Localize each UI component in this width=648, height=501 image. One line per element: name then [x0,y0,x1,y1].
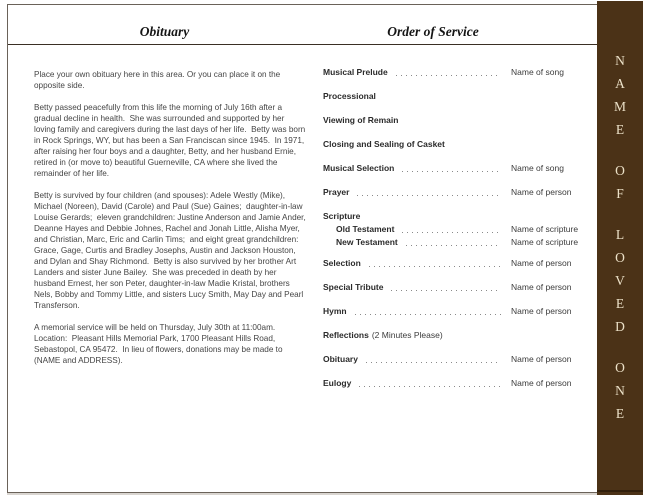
sidebar-word [597,49,643,141]
service-item-label: Obituary [323,354,358,364]
sidebar-word [597,159,643,205]
service-item [323,306,601,316]
service-item [323,91,601,101]
obituary-header: Obituary [139,24,190,39]
service-item-value: Name of song [511,163,564,173]
sidebar-letter: E [615,122,625,137]
program-page [7,4,642,493]
sidebar-letter: E [615,296,625,311]
service-item-value: Name of scripture [511,237,579,247]
service-item [323,115,601,125]
service-item [323,187,601,197]
service-item [323,211,601,221]
sidebar-letter: E [615,406,625,421]
band-bottom-line [597,490,643,492]
obituary-paragraph: Betty passed peacefully from this life the morning of July 16th after a gradual decline in health. She was surrounded and supported by her loving family and caregivers during the last days of her life. Betty was born in Rock Springs, WY, but has been a San Franciscan since 1945. In 1971, after raising her four boys and a daughter, Betty, and her husband Ernie, retired in (or move to) beautiful Guerneville, CA where she lived the remainder of her life. [34,103,308,178]
service-item-label: Reflections [323,330,369,340]
service-item-leader [406,239,501,246]
service-item-label: Old Testament [336,224,395,234]
obituary-paragraph: Betty is survived by four children (and spouses): Adele Westly (Mike), Michael (Noreen), David (Carole) and Paul (Sue) Gaines; daughter-in-law Louise Gerards; eleven grandchildren: Justine Anderson and Jamie Ander, Deanne Hayes and Debbie Johnes, Rachel and Jonah Little, Alisha Myer, and Christian, Marc, Eric and Carlin Tims; and eight great grandchildren: Grace, Gage, Curtis and Bradley Josephs, Austin and Jackson Houston, and Dylan and Shay Richmond. Betty is also survived by her brother Art Landers and sister June Bailey. She was preceded in death by her husband Ernest, her son Peter, daughter-in-law Madie Kristal, brothers Nels, Bobby and Tommy Little, and sisters Lucy Smith, May Day and Pearl Transferson. [34,191,309,310]
service-item-label: Musical Selection [323,163,395,173]
sidebar-letter: V [615,273,625,288]
service-item-leader [359,380,501,387]
service-item-group [323,211,601,247]
obituary-paragraph: Place your own obituary here in this area. Or you can place it on the opposite side. [34,70,283,90]
order-of-service-column [323,67,601,402]
order-of-service-header: Order of Service [387,24,479,39]
service-item [323,67,601,77]
sidebar-letter: M [613,99,626,114]
service-item-value: Name of person [511,354,572,364]
sidebar-letter: A [615,76,625,91]
page-header [8,5,641,45]
obituary-column [34,69,309,377]
service-item-label: Special Tribute [323,282,384,292]
sidebar-letter: N [615,383,625,398]
service-item-leader [355,308,501,315]
service-item-leader [391,284,501,291]
service-item-leader [396,69,501,76]
order-of-service-header-cell [321,5,641,44]
service-item-leader [402,226,501,233]
service-item-suffix: (2 Minutes Please) [371,330,443,340]
service-item-leader [357,189,501,196]
service-item-value: Name of song [511,67,564,77]
service-item [323,378,601,388]
sidebar-word [597,223,643,338]
service-item-label: Viewing of Remain [323,115,399,125]
name-of-loved-one-band [597,1,643,495]
obituary-header-cell [8,5,321,44]
service-item [323,163,601,173]
service-item-value: Name of scripture [511,224,579,234]
service-item-leader [366,356,501,363]
service-item-label: Hymn [323,306,347,316]
service-item-label: Selection [323,258,361,268]
service-item-leader [402,165,501,172]
sidebar-letter: O [615,163,625,178]
service-item [323,258,601,268]
sidebar-letter: O [615,360,625,375]
service-item-value: Name of person [511,282,572,292]
service-item-label: Musical Prelude [323,67,388,77]
service-item [323,224,601,234]
sidebar-letter: N [615,53,625,68]
service-item-value: Name of person [511,187,572,197]
sidebar-letter: O [615,250,625,265]
service-item [323,139,601,149]
sidebar-letter: D [615,319,625,334]
service-item-label: New Testament [336,237,398,247]
sidebar-letter: F [616,186,624,201]
service-item-label: Eulogy [323,378,352,388]
service-item-label: Closing and Sealing of Casket [323,139,445,149]
service-item [323,330,601,340]
service-item-label: Processional [323,91,376,101]
sidebar-word [597,356,643,425]
sidebar-letter: L [615,227,625,242]
service-item-leader [369,260,501,267]
service-item [323,282,601,292]
service-item-label: Prayer [323,187,350,197]
service-item [323,237,601,247]
service-item-value: Name of person [511,378,572,388]
obituary-paragraph: A memorial service will be held on Thursday, July 30th at 11:00am. Location: Pleasant Hills Memorial Park, 1700 Pleasant Hills Road, Sebastopol, CA 95472. In lieu of flowers, donations may be made to (NAME and ADDRESS). [34,323,285,365]
service-item-label: Scripture [323,211,361,221]
service-item [323,354,601,364]
service-item-value: Name of person [511,258,572,268]
service-item-value: Name of person [511,306,572,316]
